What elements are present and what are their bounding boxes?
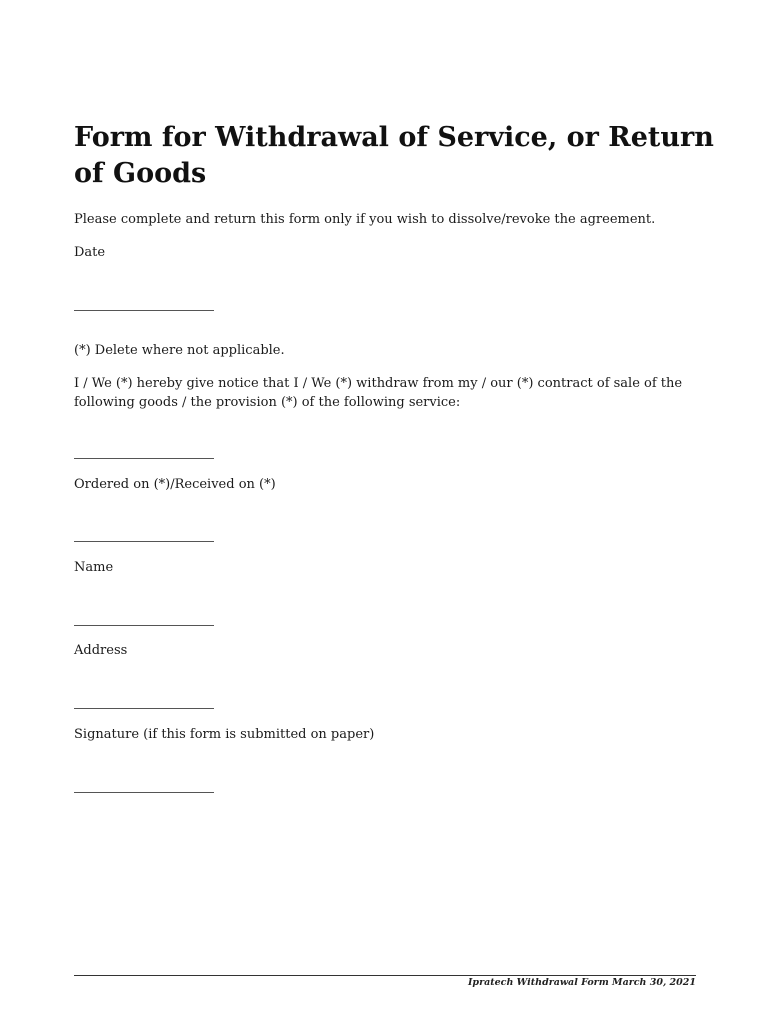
address-blank-line[interactable] bbox=[74, 708, 214, 709]
ordered-received-blank-line[interactable] bbox=[74, 541, 214, 542]
footer-text: Ipratech Withdrawal Form March 30, 2021 bbox=[467, 977, 696, 988]
intro-text: Please complete and return this form only if you wish to dissolve/revoke the agreement. bbox=[74, 212, 656, 227]
goods-service-blank-line[interactable] bbox=[74, 458, 214, 459]
name-blank-line[interactable] bbox=[74, 625, 214, 626]
notice-text: I / We (*) hereby give notice that I / We (*) withdraw from my / our (*) contract of sale of the following goods / the provision (*) of the following service: bbox=[74, 376, 683, 410]
ordered-received-label: Ordered on (*)/Received on (*) bbox=[74, 477, 276, 492]
date-blank-line[interactable] bbox=[74, 310, 214, 311]
signature-label: Signature (if this form is submitted on paper) bbox=[74, 727, 375, 742]
date-label: Date bbox=[74, 245, 106, 260]
page-title: Form for Withdrawal of Service, or Return of Goods bbox=[74, 122, 714, 189]
name-label: Name bbox=[74, 560, 114, 575]
signature-blank-line[interactable] bbox=[74, 792, 214, 793]
footer-divider bbox=[74, 975, 696, 976]
delete-note: (*) Delete where not applicable. bbox=[74, 343, 285, 358]
address-label: Address bbox=[74, 643, 128, 658]
